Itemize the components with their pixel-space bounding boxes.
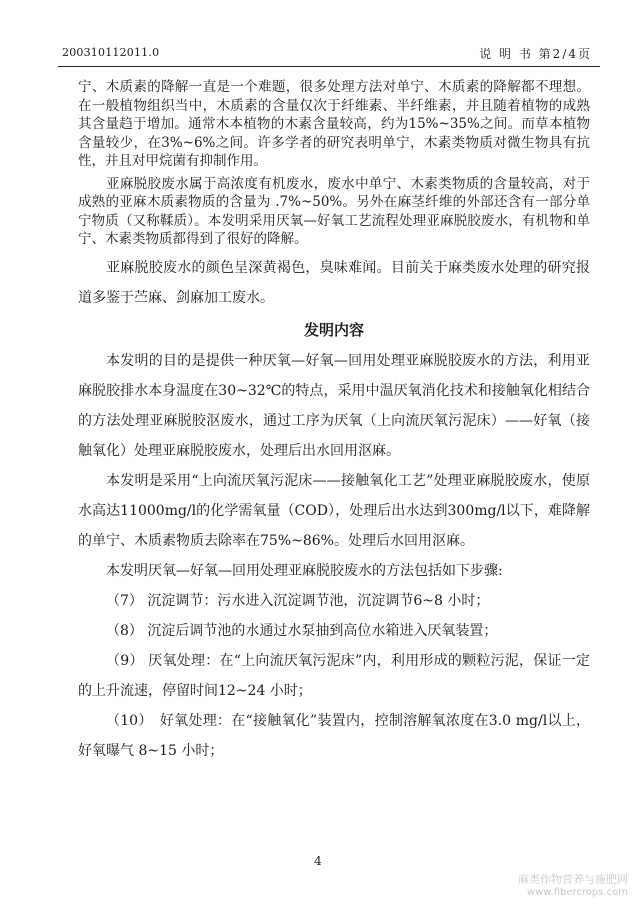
document-body	[78, 78, 590, 766]
paragraph-wastewater-color: 亚麻脱胶废水的颜色呈深黄褐色，臭味难闻。目前关于麻类废水处理的研究报道多鉴于苎麻、剑麻加工废水。	[78, 259, 590, 306]
paragraph-invention-purpose: 本发明的目的是提供一种厌氧—好氧—回用处理亚麻脱胶废水的方法，利用亚麻脱胶排水本身温度在30~32℃的特点，采用中温厌氧消化技术和接触氧化相结合的方法处理亚麻脱胶沤废水，通过工序为厌氧（上向流厌氧污泥床）——好氧（接触氧化）处理亚麻脱胶废水，处理后出水回用沤麻。	[78, 352, 590, 459]
paragraph-invention-process: 本发明是采用“上向流厌氧污泥床——接触氧化工艺”处理亚麻脱胶废水，使原水高达11000mg/l的化学需氧量（COD），处理后出水达到300mg/l以下，难降解的单宁、木质素物质去除率在75%~86%。处理后水回用沤麻。	[78, 472, 590, 549]
step-10: （10） 好氧处理：在“接触氧化”装置内，控制溶解氧浓度在3.0 mg/l以上，好氧曝气 8~15 小时；	[78, 712, 590, 759]
header-rule	[58, 66, 600, 67]
step-7: （7） 沉淀调节：污水进入沉淀调节池，沉淀调节6~8 小时；	[106, 592, 490, 609]
step-9: （9） 厌氧处理：在“上向流厌氧污泥床”内，利用形成的颗粒污泥，保证一定的上升流速，停留时间12~24 小时；	[78, 652, 590, 699]
watermark-url: www.fibercrops.com	[526, 887, 628, 898]
step-8: （8） 沉淀后调节池的水通过水泵抽到高位水箱进入厌氧装置；	[106, 622, 498, 639]
section-title: 发明内容	[303, 320, 364, 339]
watermark	[518, 873, 628, 899]
paragraph-lignin-degradation: 宁、木质素的降解一直是一个难题，很多处理方法对单宁、木质素的降解都不理想。在一般植物组织当中，木质素的含量仅次于纤维素、半纤维素，并且随着植物的成熟其含量趋于增加。通常木本植物的木素含量较高，约为15%~35%之间。而草本植物含量较少，在3%~6%之间。许多学者的研究表明单宁，木素类物质对微生物具有抗性，并且对甲烷菌有抑制作用。	[78, 79, 590, 169]
watermark-site-name: 麻类作物营养与施肥网	[518, 873, 628, 886]
paragraph-flax-wastewater: 亚麻脱胶废水属于高浓度有机废水，废水中单宁、木素类物质的含量较高，对于成熟的亚麻木质素物质的含量为 .7%~50%。另外在麻茎纤维的外部还含有一部分单宁物质（又称鞣质）。本发明采用厌氧—好氧工艺流程处理亚麻脱胶废水，有机物和单宁、木素类物质都得到了很好的降解。	[78, 175, 590, 247]
paragraph-steps-intro: 本发明厌氧—好氧—回用处理亚麻脱胶废水的方法包括如下步骤:	[106, 562, 503, 579]
header-label: 说 明 书 第2/4页	[479, 47, 592, 61]
document-number: 200310112011.0	[62, 46, 160, 59]
page-number: 4	[314, 854, 322, 868]
